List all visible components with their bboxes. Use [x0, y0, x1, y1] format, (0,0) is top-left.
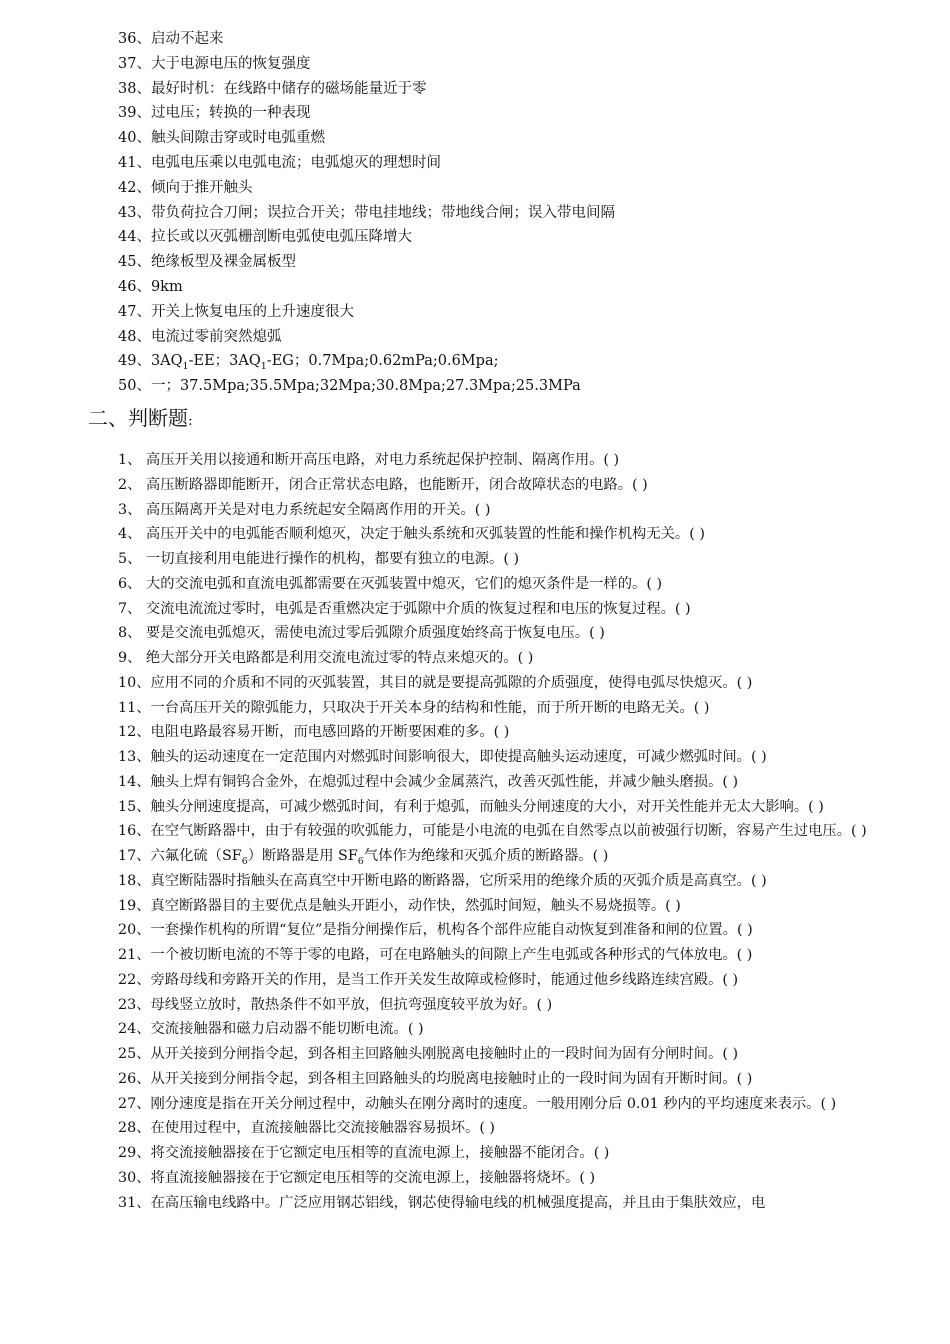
- question-item: 26、从开关接到分闸指令起，到各相主回路触头的均脱离电接触时止的一段时间为固有开断时间。( ): [118, 1070, 753, 1087]
- answer-item: [118, 349, 918, 374]
- subscript: 6: [241, 856, 248, 867]
- answer-item: 42、倾向于推开触头: [118, 179, 253, 196]
- question-item: 7、 交流电流流过零时，电弧是否重燃决定于弧隙中介质的恢复过程和电压的恢复过程。( ): [118, 600, 691, 617]
- question-item: 15、触头分闸速度提高，可减少燃弧时间，有利于熄弧，而触头分闸速度的大小，对开关性能并无太大影响。( ): [118, 798, 824, 815]
- section-title-text: 二、判断题: [88, 406, 188, 430]
- answer-text: -EG；0.7Mpa;0.62mPa;0.6Mpa;: [266, 353, 499, 370]
- subscript: 1: [260, 361, 267, 373]
- answer-item: 39、过电压；转换的一种表现: [118, 105, 311, 122]
- question-item: 30、将直流接触器接在于它额定电压相等的交流电源上，接触器将烧坏。( ): [118, 1169, 596, 1186]
- subscript: 6: [357, 856, 364, 867]
- answer-text: 49、3AQ: [118, 353, 183, 370]
- answer-list: [118, 27, 918, 399]
- answer-item: 46、9km: [118, 278, 183, 295]
- answer-item: 45、绝缘板型及裸金属板型: [118, 254, 296, 271]
- answer-item: 44、拉长或以灭弧栅剖断电弧使电弧压降增大: [118, 229, 412, 246]
- subscript: 1: [182, 361, 189, 373]
- question-item: 2、 高压断路器即能断开，闭合正常状态电路，也能断开，闭合故障状态的电路。( ): [118, 476, 648, 493]
- question-item: 4、 高压开关中的电弧能否顺利熄灭，决定于触头系统和灭弧装置的性能和操作机构无关。( ): [118, 526, 705, 543]
- answer-item: 43、带负荷拉合刀闸；误拉合开关；带电挂地线；带地线合闸；误入带电间隔: [118, 204, 615, 221]
- question-text: 气体作为绝缘和灭弧介质的断路器。( ): [363, 848, 609, 864]
- answer-item: 38、最好时机：在线路中储存的磁场能量近于零: [118, 80, 427, 97]
- answer-item: 36、启动不起来: [118, 31, 224, 47]
- answer-item: 48、电流过零前突然熄弧: [118, 328, 282, 345]
- question-item: 25、从开关接到分闸指令起，到各相主回路触头刚脱离电接触时止的一段时间为固有分闸时间。( ): [118, 1046, 739, 1062]
- question-item: 28、在使用过程中，直流接触器比交流接触器容易损坏。( ): [118, 1120, 496, 1137]
- section-title: [88, 403, 193, 436]
- question-item: 18、真空断陆器时指触头在高真空中开断电路的断路器，它所采用的绝缘介质的灭弧介质是高真空。( ): [118, 872, 767, 889]
- question-item: 27、刚分速度是指在开关分闸过程中，动触头在刚分离时的速度。一般用刚分后 0.01 秒内的平均速度来表示。( ): [118, 1095, 837, 1112]
- question-item: 6、 大的交流电弧和直流电弧都需要在灭弧装置中熄灭，它们的熄灭条件是一样的。( ): [118, 575, 663, 592]
- question-text: 17、六氟化硫（SF: [118, 848, 242, 864]
- question-item: 14、触头上焊有铜钨合金外，在熄弧过程中会减少金属蒸汽，改善灭弧性能，并减少触头磨损。( ): [118, 773, 739, 790]
- question-item: 24、交流接触器和磁力启动器不能切断电流。( ): [118, 1021, 424, 1038]
- question-item: 22、旁路母线和旁路开关的作用，是当工作开关发生故障或检修时，能通过他乡线路连续宫殿。( ): [118, 971, 739, 988]
- question-item: 12、电阻电路最容易开断，而电感回路的开断要困难的多。( ): [118, 724, 510, 741]
- question-item: 16、在空气断路器中，由于有较强的吹弧能力，可能是小电流的电弧在自然零点以前被强行切断，容易产生过电压。( ): [118, 823, 867, 840]
- question-text: ）断路器是用 SF: [247, 848, 358, 864]
- question-item: 31、在高压输电线路中。广泛应用钢芯铝线，钢芯使得输电线的机械强度提高，并且由于集肤效应，电: [118, 1194, 766, 1211]
- question-item: 9、 绝大部分开关电路都是利用交流电流过零的特点来熄灭的。( ): [118, 650, 534, 666]
- question-item: 5、 一切直接利用电能进行操作的机构，都要有独立的电源。( ): [118, 551, 520, 567]
- question-item: 21、一个被切断电流的不等于零的电路，可在电路触头的间隙上产生电弧或各种形式的气体放电。( ): [118, 947, 753, 963]
- question-item: 20、一套操作机构的所谓“复位”是指分闸操作后，机构各个部件应能自动恢复到准备和闸的位置。( ): [118, 922, 753, 939]
- question-item: [88, 844, 878, 869]
- answer-text: -EE；3AQ: [188, 353, 261, 370]
- question-item: 23、母线竖立放时，散热条件不如平放，但抗弯强度较平放为好。( ): [118, 996, 553, 1013]
- answer-item: 40、触头间隙击穿或时电弧重燃: [118, 130, 325, 147]
- section-title-mark: :: [188, 413, 193, 429]
- question-item: 8、 要是交流电弧熄灭，需使电流过零后弧隙介质强度始终高于恢复电压。( ): [118, 625, 605, 642]
- question-item: 13、触头的运动速度在一定范围内对燃弧时间影响很大，即使提高触头运动速度，可减少燃弧时间。( ): [118, 749, 767, 765]
- question-item: 11、一台高压开关的隙弧能力，只取决于开关本身的结构和性能，而于所开断的电路无关。( ): [118, 699, 710, 716]
- question-item: 1、 高压开关用以接通和断开高压电路，对电力系统起保护控制、隔离作用。( ): [118, 452, 620, 468]
- answer-item: 47、开关上恢复电压的上升速度很大: [118, 303, 354, 320]
- question-item: 10、应用不同的介质和不同的灭弧装置，其目的就是要提高弧隙的介质强度，使得电弧尽快熄灭。( ): [118, 674, 753, 691]
- answer-item: 41、电弧电压乘以电弧电流；电弧熄灭的理想时间: [118, 154, 441, 171]
- question-item: 29、将交流接触器接在于它额定电压相等的直流电源上，接触器不能闭合。( ): [118, 1145, 610, 1161]
- answer-item: 37、大于电源电压的恢复强度: [118, 55, 311, 72]
- answer-item: 50、一；37.5Mpa;35.5Mpa;32Mpa;30.8Mpa;27.3Mpa;25.3MPa: [118, 378, 581, 395]
- question-item: 19、真空断路器目的主要优点是触头开距小，动作快，然弧时间短，触头不易烧损等。( ): [118, 897, 681, 914]
- question-item: 3、 高压隔离开关是对电力系统起安全隔离作用的开关。( ): [118, 501, 491, 518]
- question-list: [88, 448, 878, 1215]
